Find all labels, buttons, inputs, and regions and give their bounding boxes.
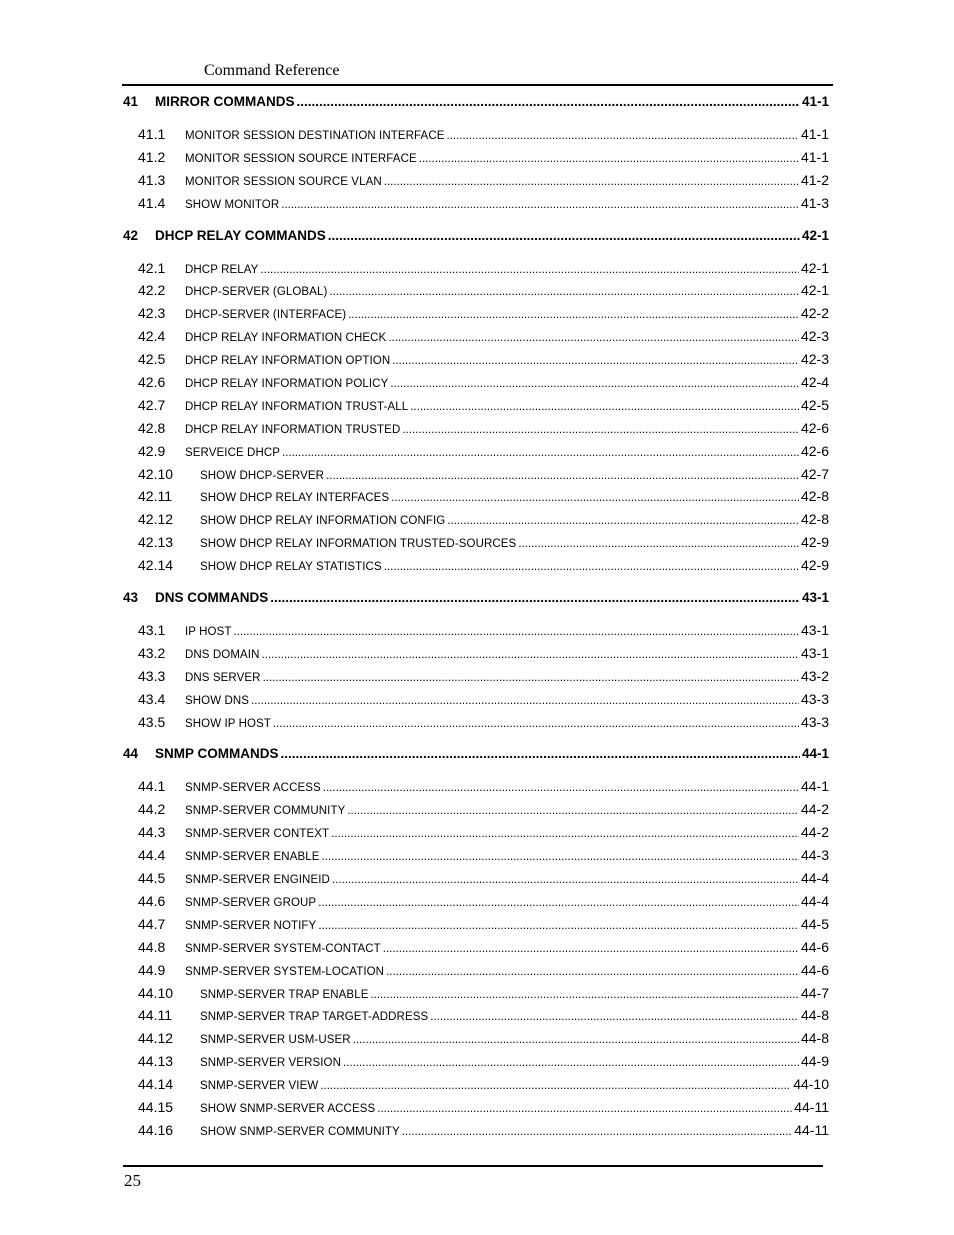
entry-number: 44.2: [138, 801, 166, 818]
toc-entry[interactable]: [123, 714, 829, 737]
toc-entry[interactable]: [123, 511, 829, 534]
entry-title: SNMP-SERVER CONTEXT: [185, 828, 330, 841]
chapter-title: DHCP RELAY COMMANDS: [155, 227, 326, 243]
entry-number: 44.5: [138, 870, 166, 887]
dot-leader: [348, 309, 799, 321]
dot-leader: [260, 264, 799, 276]
chapter-page: 42-1: [801, 227, 829, 243]
dot-leader: [391, 492, 799, 504]
dot-leader: [326, 470, 799, 482]
entry-page: 42-4: [800, 374, 829, 391]
toc-entry[interactable]: [123, 488, 829, 511]
entry-page: 42-5: [800, 396, 829, 413]
entry-page: 44-3: [800, 847, 829, 864]
entry-page: 44-6: [800, 938, 829, 955]
dot-leader: [281, 746, 800, 761]
entry-title: SNMP-SERVER COMMUNITY: [185, 805, 346, 818]
entry-title: SNMP-SERVER SYSTEM-LOCATION: [185, 965, 385, 978]
toc-entry-list: [123, 126, 829, 218]
entry-title: SNMP-SERVER TRAP TARGET-ADDRESS: [200, 1011, 429, 1024]
entry-number: 44.11: [138, 1007, 172, 1024]
toc-entry[interactable]: [123, 847, 829, 870]
dot-leader: [377, 1103, 792, 1115]
toc-entry[interactable]: [123, 260, 829, 283]
header-rule: [122, 84, 833, 86]
entry-title: SHOW DNS: [185, 694, 250, 707]
dot-leader: [383, 943, 799, 955]
toc-entry[interactable]: [123, 985, 829, 1008]
entry-number: 43.2: [138, 644, 166, 661]
entry-title: SHOW MONITOR: [185, 198, 280, 211]
chapter-page: 41-1: [801, 94, 829, 109]
toc-entry[interactable]: [123, 282, 829, 305]
entry-page: 42-1: [800, 259, 829, 276]
entry-title: DNS SERVER: [185, 671, 261, 684]
dot-leader: [234, 626, 799, 638]
entry-number: 42.9: [138, 442, 166, 459]
dot-leader: [447, 515, 799, 527]
entry-number: 44.7: [138, 915, 166, 932]
toc-entry[interactable]: [123, 870, 829, 893]
chapter-page: 43-1: [801, 590, 829, 606]
table-of-contents: [123, 94, 829, 1155]
chapter-number: 43: [123, 590, 139, 606]
toc-entry[interactable]: [123, 1122, 829, 1145]
entry-number: 42.7: [138, 396, 166, 413]
dot-leader: [370, 989, 799, 1001]
entry-title: SNMP-SERVER ACCESS: [185, 782, 321, 795]
entry-number: 41.1: [138, 126, 166, 142]
dot-leader: [270, 590, 800, 605]
entry-number: 43.4: [138, 690, 166, 707]
toc-entry[interactable]: [123, 126, 829, 149]
entry-title: SHOW DHCP-SERVER: [200, 469, 325, 482]
entry-title: SERVEICE DHCP: [185, 446, 281, 459]
dot-leader: [328, 228, 800, 243]
toc-entry[interactable]: [123, 1076, 829, 1099]
toc-chapter-heading[interactable]: [123, 228, 829, 251]
entry-page: 44-11: [794, 1121, 829, 1138]
entry-title: SHOW SNMP-SERVER COMMUNITY: [200, 1125, 400, 1138]
entry-number: 43.1: [138, 622, 166, 639]
entry-page: 42-8: [800, 488, 829, 505]
entry-number: 42.5: [138, 351, 166, 368]
toc-entry-list: [123, 778, 829, 1144]
dot-leader: [320, 1080, 791, 1092]
entry-title: DHCP RELAY: [185, 263, 259, 276]
entry-page: 42-3: [800, 351, 829, 368]
entry-title: DHCP RELAY INFORMATION CHECK: [185, 332, 387, 345]
entry-number: 42.3: [138, 305, 166, 322]
toc-section: [123, 590, 829, 736]
toc-entry[interactable]: [123, 351, 829, 374]
dot-leader: [263, 672, 799, 684]
dot-leader: [447, 130, 799, 142]
dot-leader: [402, 1126, 792, 1138]
entry-title: SNMP-SERVER TRAP ENABLE: [200, 988, 369, 1001]
entry-page: 44-8: [800, 1030, 829, 1047]
entry-page: 43-1: [800, 622, 829, 639]
entry-page: 42-1: [800, 282, 829, 299]
entry-page: 44-2: [800, 824, 829, 841]
dot-leader: [329, 286, 799, 298]
entry-number: 42.11: [138, 488, 172, 505]
entry-number: 44.8: [138, 938, 166, 955]
toc-entry[interactable]: [123, 305, 829, 328]
entry-title: MONITOR SESSION SOURCE VLAN: [185, 175, 382, 188]
dot-leader: [318, 897, 799, 909]
entry-page: 44-7: [800, 984, 829, 1001]
entry-page: 42-2: [800, 305, 829, 322]
entry-title: SHOW DHCP RELAY INFORMATION CONFIG: [200, 515, 446, 528]
entry-number: 44.3: [138, 824, 166, 841]
entry-page: 42-6: [800, 442, 829, 459]
entry-title: DHCP-SERVER (GLOBAL): [185, 286, 328, 299]
chapter-title: DNS COMMANDS: [155, 590, 269, 606]
entry-number: 44.6: [138, 892, 166, 909]
toc-chapter-heading[interactable]: [123, 746, 829, 769]
entry-title: SHOW DHCP RELAY INTERFACES: [200, 492, 390, 505]
dot-leader: [386, 966, 799, 978]
toc-entry[interactable]: [123, 328, 829, 351]
entry-page: 43-1: [800, 644, 829, 661]
entry-title: DHCP RELAY INFORMATION TRUSTED: [185, 423, 401, 436]
entry-title: SHOW IP HOST: [185, 717, 271, 730]
entry-page: 44-11: [794, 1098, 829, 1115]
dot-leader: [282, 447, 799, 459]
entry-number: 42.12: [138, 511, 174, 528]
dot-leader: [331, 828, 799, 840]
dot-leader: [353, 1034, 799, 1046]
entry-title: IP HOST: [185, 626, 232, 639]
entry-page: 42-7: [800, 465, 829, 482]
entry-number: 41.3: [138, 171, 166, 188]
toc-entry[interactable]: [123, 1099, 829, 1122]
entry-title: DHCP RELAY INFORMATION POLICY: [185, 378, 389, 391]
entry-number: 44.15: [138, 1098, 174, 1115]
dot-leader: [261, 649, 798, 661]
toc-entry[interactable]: [123, 149, 829, 172]
entry-page: 43-3: [800, 713, 829, 730]
toc-chapter-heading[interactable]: [123, 590, 829, 613]
entry-number: 42.13: [138, 534, 174, 551]
dot-leader: [323, 782, 799, 794]
page-number: 25: [124, 1171, 141, 1190]
entry-title: SHOW DHCP RELAY STATISTICS: [200, 561, 382, 574]
entry-number: 44.13: [138, 1053, 174, 1070]
entry-page: 42-9: [800, 557, 829, 574]
toc-entry[interactable]: [123, 1007, 829, 1030]
entry-number: 42.8: [138, 419, 166, 436]
entry-title: DHCP RELAY INFORMATION TRUST-ALL: [185, 400, 409, 413]
dot-leader: [430, 1011, 799, 1023]
entry-page: 44-8: [800, 1007, 829, 1024]
entry-number: 41.2: [138, 148, 166, 165]
entry-title: SNMP-SERVER GROUP: [185, 896, 317, 909]
dot-leader: [388, 332, 799, 344]
dot-leader: [390, 378, 799, 390]
chapter-number: 42: [123, 227, 139, 243]
entry-title: SNMP-SERVER SYSTEM-CONTACT: [185, 942, 381, 955]
entry-number: 44.4: [138, 847, 166, 864]
dot-leader: [343, 1057, 799, 1069]
toc-entry[interactable]: [123, 668, 829, 691]
toc-entry[interactable]: [123, 645, 829, 668]
toc-section: [123, 746, 829, 1144]
entry-title: MONITOR SESSION DESTINATION INTERFACE: [185, 130, 445, 142]
dot-leader: [384, 561, 799, 573]
toc-entry[interactable]: [123, 622, 829, 645]
entry-number: 42.1: [138, 259, 166, 276]
toc-entry[interactable]: [123, 443, 829, 466]
dot-leader: [518, 538, 799, 550]
entry-page: 43-3: [800, 690, 829, 707]
entry-title: DHCP-SERVER (INTERFACE): [185, 309, 347, 322]
toc-entry[interactable]: [123, 939, 829, 962]
entry-number: 43.5: [138, 713, 166, 730]
toc-entry[interactable]: [123, 778, 829, 801]
entry-number: 44.14: [138, 1076, 174, 1093]
entry-number: 42.6: [138, 374, 166, 391]
entry-page: 42-8: [800, 511, 829, 528]
dot-leader: [322, 851, 799, 863]
chapter-page: 44-1: [801, 746, 829, 762]
toc-entry[interactable]: [123, 691, 829, 714]
entry-title: SNMP-SERVER USM-USER: [200, 1034, 351, 1047]
entry-title: MONITOR SESSION SOURCE INTERFACE: [185, 152, 417, 165]
entry-page: 42-9: [800, 534, 829, 551]
entry-title: SNMP-SERVER VERSION: [200, 1057, 341, 1070]
toc-entry[interactable]: [123, 195, 829, 218]
entry-title: SHOW SNMP-SERVER ACCESS: [200, 1102, 376, 1115]
toc-section: [123, 94, 829, 218]
entry-title: SNMP-SERVER ENABLE: [185, 851, 320, 864]
entry-page: 44-1: [800, 778, 829, 795]
toc-entry[interactable]: [123, 916, 829, 939]
dot-leader: [318, 920, 799, 932]
dot-leader: [281, 199, 799, 211]
entry-page: 41-2: [800, 171, 829, 188]
entry-page: 43-2: [800, 667, 829, 684]
entry-page: 41-1: [800, 148, 829, 165]
toc-entry[interactable]: [123, 893, 829, 916]
chapter-number: 44: [123, 746, 139, 762]
toc-entry[interactable]: [123, 374, 829, 397]
toc-entry[interactable]: [123, 420, 829, 443]
entry-number: 41.4: [138, 194, 166, 211]
toc-entry[interactable]: [123, 801, 829, 824]
footer-rule: [123, 1165, 823, 1167]
entry-page: 41-1: [800, 126, 829, 142]
dot-leader: [392, 355, 799, 367]
toc-entry[interactable]: [123, 172, 829, 195]
entry-title: SNMP-SERVER VIEW: [200, 1080, 319, 1093]
toc-entry[interactable]: [123, 824, 829, 847]
entry-title: SHOW DHCP RELAY INFORMATION TRUSTED-SOURCES: [200, 538, 517, 551]
dot-leader: [332, 874, 799, 886]
chapter-number: 41: [123, 94, 139, 109]
entry-number: 42.4: [138, 328, 166, 345]
toc-entry[interactable]: [123, 534, 829, 557]
entry-number: 42.14: [138, 557, 174, 574]
entry-title: DNS DOMAIN: [185, 648, 260, 661]
entry-title: DHCP RELAY INFORMATION OPTION: [185, 355, 391, 368]
entry-page: 44-10: [793, 1076, 829, 1093]
dot-leader: [402, 424, 799, 436]
toc-entry[interactable]: [123, 962, 829, 985]
entry-title: SNMP-SERVER NOTIFY: [185, 919, 317, 932]
toc-entry[interactable]: [123, 557, 829, 580]
toc-entry[interactable]: [123, 466, 829, 489]
entry-page: 41-3: [800, 194, 829, 211]
dot-leader: [251, 695, 799, 707]
entry-number: 44.9: [138, 961, 166, 978]
entry-page: 44-5: [800, 915, 829, 932]
entry-number: 44.16: [138, 1121, 174, 1138]
entry-number: 44.10: [138, 984, 174, 1001]
entry-page: 44-4: [800, 870, 829, 887]
dot-leader: [273, 718, 799, 730]
entry-page: 42-3: [800, 328, 829, 345]
toc-entry[interactable]: [123, 1053, 829, 1076]
toc-entry[interactable]: [123, 397, 829, 420]
chapter-title: SNMP COMMANDS: [155, 746, 279, 762]
running-header: Command Reference: [204, 62, 340, 79]
dot-leader: [347, 805, 799, 817]
chapter-title: MIRROR COMMANDS: [155, 94, 295, 109]
entry-number: 42.10: [138, 465, 174, 482]
entry-number: 44.1: [138, 778, 166, 795]
dot-leader: [410, 401, 799, 413]
dot-leader: [384, 176, 799, 188]
toc-entry[interactable]: [123, 1030, 829, 1053]
dot-leader: [297, 94, 800, 109]
entry-page: 44-9: [800, 1053, 829, 1070]
toc-entry-list: [123, 260, 829, 580]
entry-page: 44-2: [800, 801, 829, 818]
entry-number: 44.12: [138, 1030, 174, 1047]
toc-entry-list: [123, 622, 829, 736]
dot-leader: [419, 153, 799, 165]
entry-title: SNMP-SERVER ENGINEID: [185, 874, 330, 887]
entry-page: 42-6: [800, 419, 829, 436]
entry-number: 42.2: [138, 282, 166, 299]
toc-section: [123, 228, 829, 580]
toc-chapter-heading[interactable]: [123, 94, 829, 117]
entry-page: 44-6: [800, 961, 829, 978]
entry-page: 44-4: [800, 892, 829, 909]
entry-number: 43.3: [138, 667, 166, 684]
